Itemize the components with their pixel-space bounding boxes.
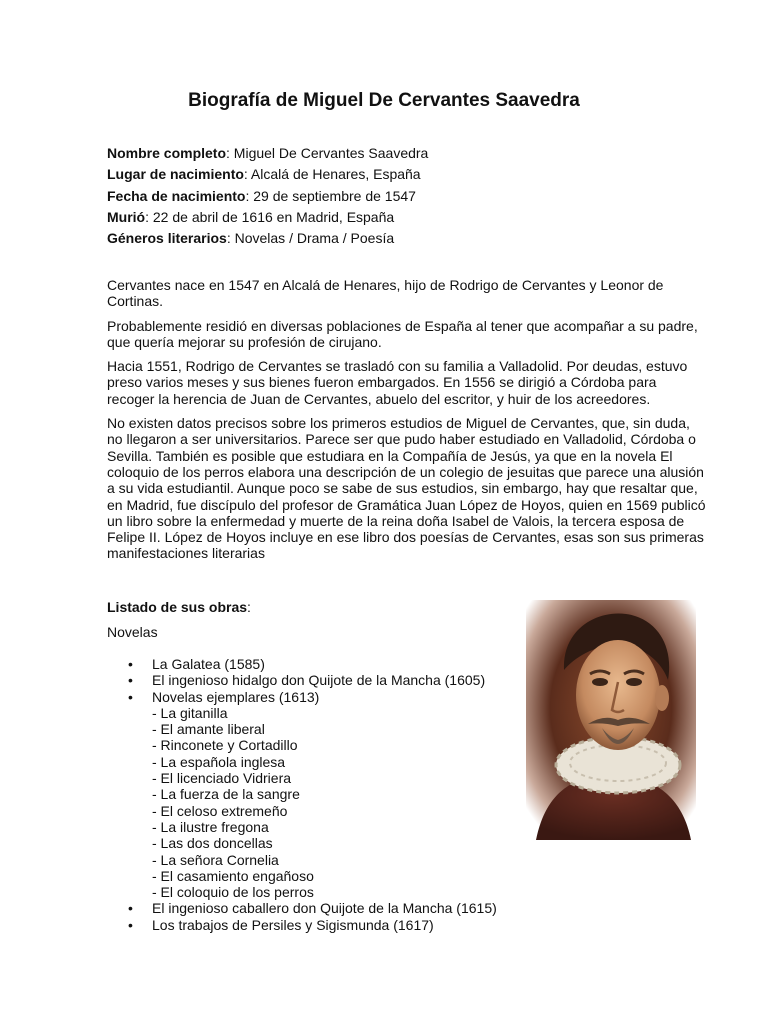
sub-list-item xyxy=(107,803,527,819)
fact-birthdate xyxy=(107,186,707,207)
sub-list-item xyxy=(107,819,527,835)
biography-text xyxy=(107,277,707,570)
bullet-icon: • xyxy=(128,672,133,689)
sub-list-item xyxy=(107,721,527,737)
facts-block xyxy=(107,143,707,249)
fact-full-name xyxy=(107,143,707,164)
sub-item-text: - Las dos doncellas xyxy=(152,835,273,852)
list-item-text: El ingenioso hidalgo don Quijote de la Mancha (1605) xyxy=(152,672,486,689)
list-item-text: Novelas ejemplares (1613) xyxy=(152,688,320,705)
sub-item-text: - La ilustre fregona xyxy=(152,818,269,835)
list-item xyxy=(107,917,527,933)
sub-list-item xyxy=(107,868,527,884)
sub-list-item xyxy=(107,786,527,802)
bullet-icon: • xyxy=(128,656,133,672)
bullet-icon: • xyxy=(128,900,133,917)
sub-list-item xyxy=(107,705,527,721)
novels-list xyxy=(107,656,527,933)
bullet-icon: • xyxy=(128,916,133,933)
paragraph: Cervantes nace en 1547 en Alcalá de Henares, hijo de Rodrigo de Cervantes y Leonor de Cortinas. xyxy=(107,277,664,310)
fact-label: Géneros literarios xyxy=(107,230,227,247)
list-item xyxy=(107,656,527,672)
fact-label: Murió xyxy=(107,208,146,225)
sub-list-item xyxy=(107,835,527,851)
works-heading-label: Listado de sus obras xyxy=(107,599,248,615)
paragraph: Probablemente residió en diversas poblaciones de España al tener que acompañar a su padre, que quería mejorar su profesión de cirujano. xyxy=(107,317,698,350)
paragraph: No existen datos precisos sobre los primeros estudios de Miguel de Cervantes, que, sin duda, no llegaron a ser universitarios. Parece ser que pudo haber estudiado en Valladolid, Córdoba o Sevilla. También es posible que estudiara en la Compañía de Jesús, ya que en la novela El coloquio de los perros elabora una descripción de un colegio de jesuitas que parece una alusión a su vida estudiantil. Aunque poco se sabe de sus estudios, sin embargo, hay que resaltar que, en Madrid, fue discípulo del profesor de Gramática Juan López de Hoyos, quien en 1569 publicó un libro sobre la enfermedad y muerte de la reina doña Isabel de Valois, la tercera esposa de Felipe II. López de Hoyos incluye en ese libro dos poesías de Cervantes, esas son sus primeras manifestaciones literarias xyxy=(107,415,706,562)
paragraph: Hacia 1551, Rodrigo de Cervantes se trasladó con su familia a Valladolid. Por deudas, estuvo preso varios meses y sus bienes fueron embargados. En 1556 se dirigió a Córdoba para recoger la herencia de Juan de Cervantes, abuelo del escritor, y huir de los acreedores. xyxy=(107,358,688,407)
novels-label: Novelas xyxy=(107,624,158,640)
fact-label: Lugar de nacimiento xyxy=(107,166,244,183)
works-heading xyxy=(107,599,251,615)
list-item-text: La Galatea (1585) xyxy=(152,656,265,672)
portrait-illustration xyxy=(526,600,696,840)
sub-list-item xyxy=(107,852,527,868)
sub-item-text: - La gitanilla xyxy=(152,704,228,721)
fact-death xyxy=(107,207,707,228)
sub-item-text: - Rinconete y Cortadillo xyxy=(152,737,298,754)
sub-list-item xyxy=(107,770,527,786)
sub-item-text: - El coloquio de los perros xyxy=(152,884,314,901)
fact-label: Fecha de nacimiento xyxy=(107,187,246,204)
sub-item-text: - El licenciado Vidriera xyxy=(152,770,292,787)
sub-list-item xyxy=(107,754,527,770)
fact-value: : Miguel De Cervantes Saavedra xyxy=(226,145,429,161)
fact-genres xyxy=(107,228,707,249)
list-item xyxy=(107,689,527,705)
fact-value: : 22 de abril de 1616 en Madrid, España xyxy=(145,208,395,225)
list-item xyxy=(107,900,527,916)
sub-list-item xyxy=(107,737,527,753)
bullet-icon: • xyxy=(128,688,133,705)
fact-value: : Alcalá de Henares, España xyxy=(243,166,421,183)
sub-item-text: - El amante liberal xyxy=(152,721,265,738)
fact-value: : Novelas / Drama / Poesía xyxy=(226,230,395,247)
sub-list-item xyxy=(107,884,527,900)
sub-item-text: - La fuerza de la sangre xyxy=(152,786,300,803)
page-title: Biografía de Miguel De Cervantes Saavedra xyxy=(188,90,580,111)
sub-item-text: - La señora Cornelia xyxy=(152,851,279,868)
sub-item-text: - La española inglesa xyxy=(152,753,286,770)
list-item-text: El ingenioso caballero don Quijote de la Mancha (1615) xyxy=(152,900,497,917)
fact-label: Nombre completo xyxy=(107,145,227,161)
fact-value: : 29 de septiembre de 1547 xyxy=(245,187,416,204)
fact-birthplace xyxy=(107,164,707,185)
list-item-text: Los trabajos de Persiles y Sigismunda (1617) xyxy=(152,916,434,933)
works-heading-suffix: : xyxy=(247,599,251,615)
sub-item-text: - El casamiento engañoso xyxy=(152,867,314,884)
cervantes-portrait-image xyxy=(526,600,696,840)
sub-item-text: - El celoso extremeño xyxy=(152,802,288,819)
list-item xyxy=(107,672,527,688)
